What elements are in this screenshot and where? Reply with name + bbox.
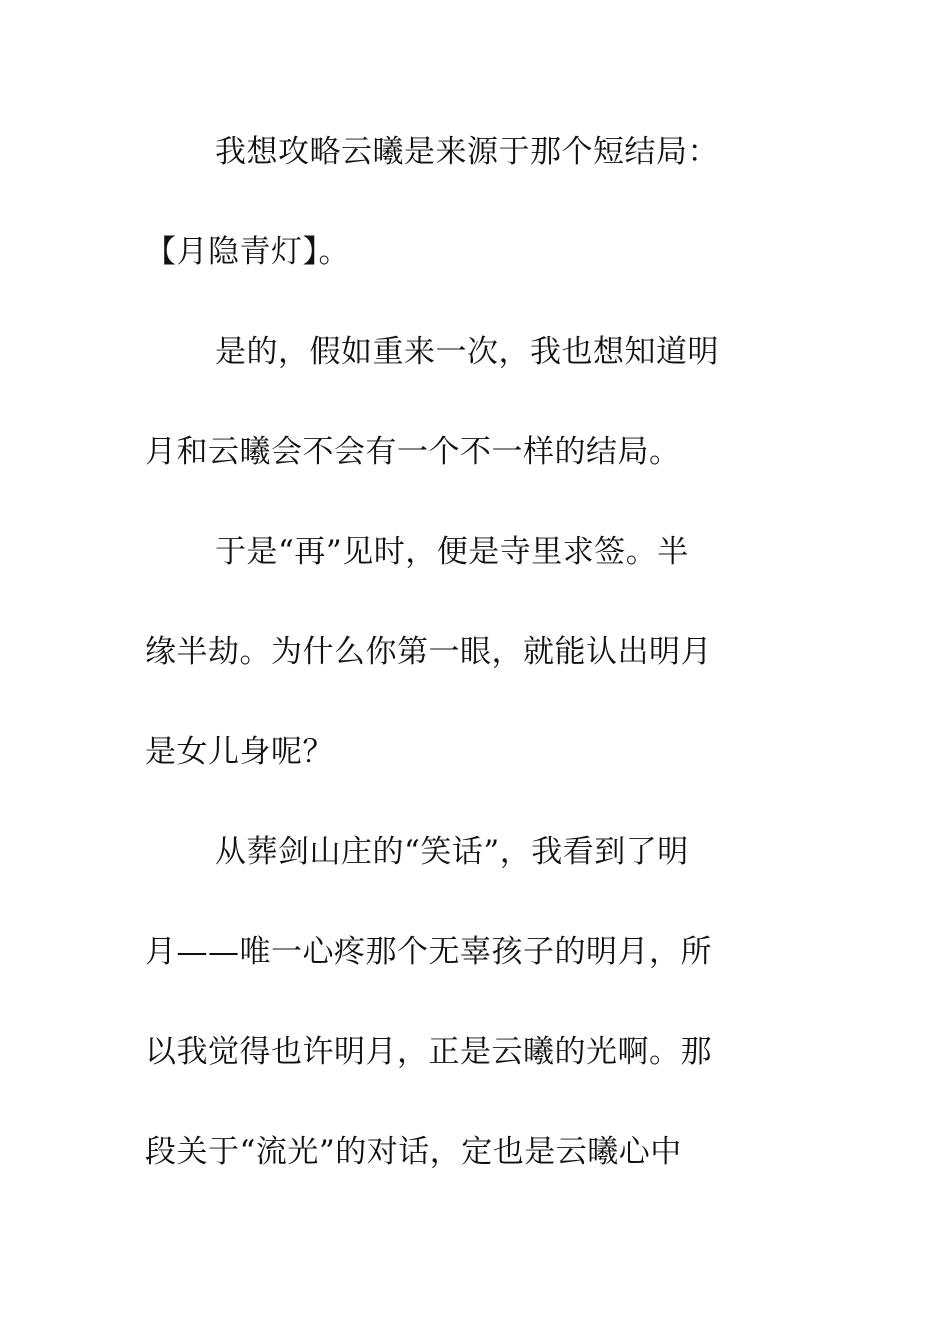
- paragraph-line: 从葬剑山庄的“笑话”，我看到了明: [215, 834, 689, 870]
- paragraph-line: 缘半劫。为什么你第一眼，就能认出明月: [145, 634, 712, 670]
- paragraph-line: 以我觉得也许明月，正是云曦的光啊。那: [145, 1034, 712, 1070]
- paragraph-line: 段关于“流光”的对话，定也是云曦心中: [145, 1134, 682, 1170]
- body-text: [145, 122, 785, 1222]
- paragraph-line: 于是“再”见时，便是寺里求签。半: [215, 534, 689, 570]
- paragraph-line: 是女儿身呢？: [145, 734, 334, 770]
- paragraph-line: 月——唯一心疼那个无辜孩子的明月，所: [145, 934, 712, 970]
- paragraph-line: 我想攻略云曦是来源于那个短结局：: [215, 134, 719, 170]
- paragraph-line: 是的，假如重来一次，我也想知道明: [215, 334, 719, 370]
- paragraph-line: 月和云曦会不会有一个不一样的结局。: [145, 434, 681, 470]
- paragraph-line: 【月隐青灯】。: [145, 234, 350, 270]
